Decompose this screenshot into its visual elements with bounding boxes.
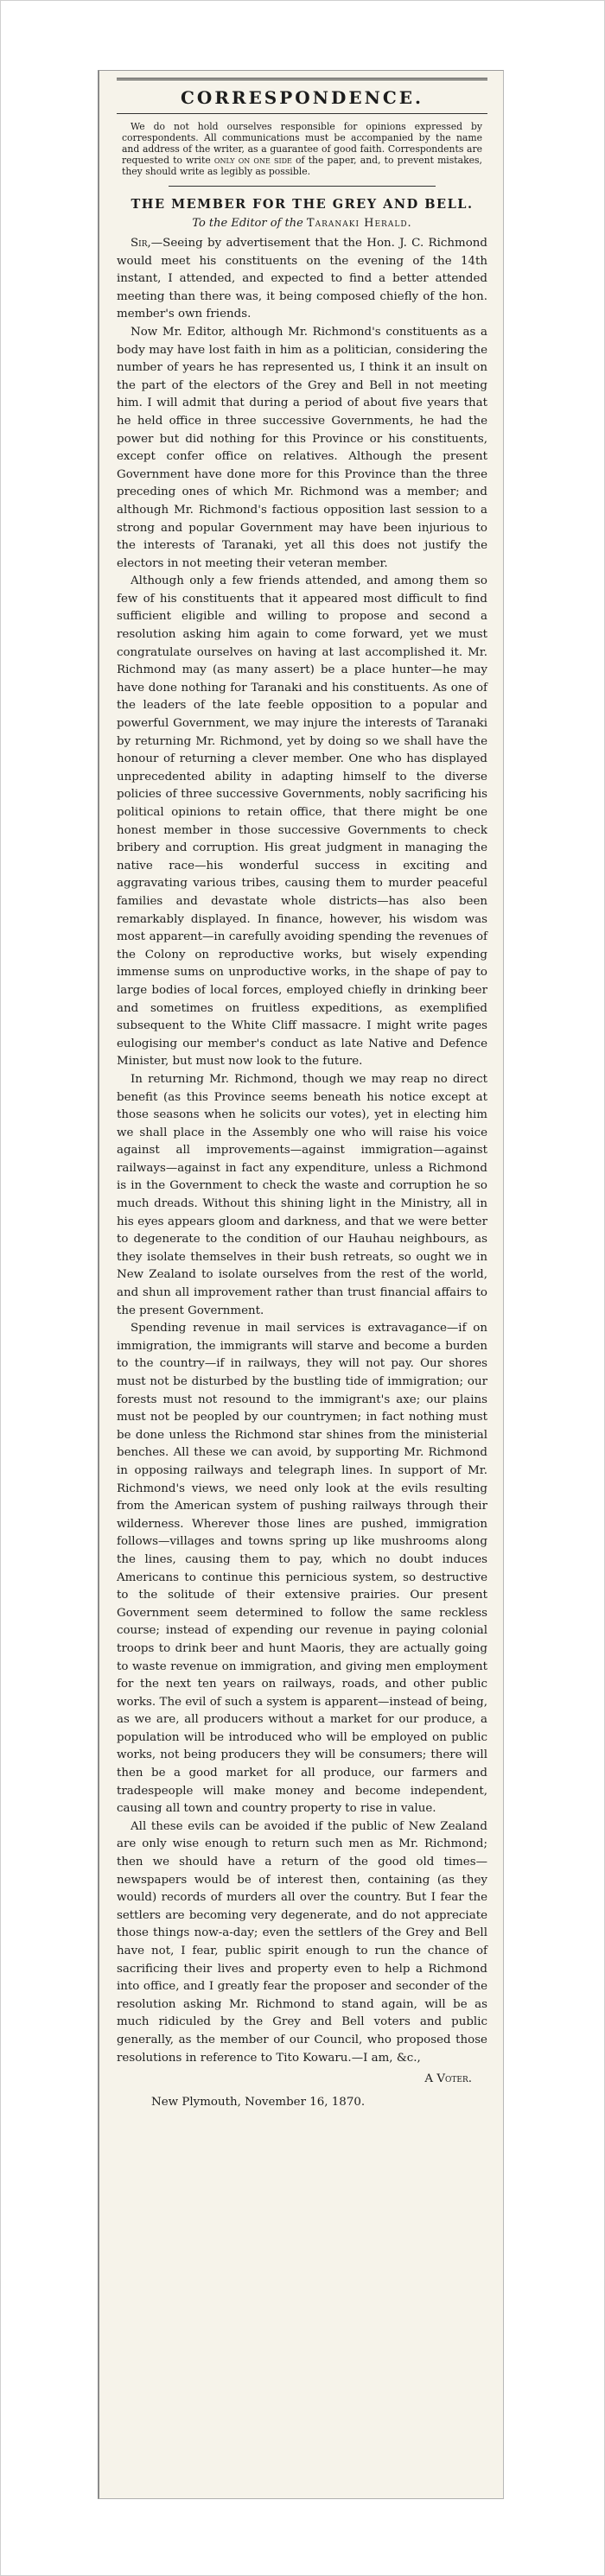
letter-paragraph-1 xyxy=(117,235,487,324)
divider-rule xyxy=(169,186,436,187)
letter-paragraph-4: In returning Mr. Richmond, though we may reap no direct benefit (as this Province seems beneath his notice except at those seasons when he solicits our votes), yet in electing him we shall place in the Assembly one who will raise his voice against all improvements—against immigration—against railways—against in fact any expenditure, unless a Richmond is in the Government to check the waste and corruption he so much dreads. Without this shining light in the Ministry, all in his eyes appears gloom and darkness, and that we were better to degenerate to the condition of our Hauhau neighbours, as they isolate themselves in their bush retreats, so ought we in New Zealand to isolate ourselves from the rest of the world, and shun all improvement rather than trust financial affairs to the present Government. xyxy=(117,1072,487,1317)
letter-paragraph-2: Now Mr. Editor, although Mr. Richmond's constituents as a body may have lost faith in him as a politician, considering the number of years he has represented us, I think it an insult on the part of the electors of the Grey and Bell in not meeting him. I will admit that during a period of about five years that he held office in three successive Governments, he had the power but did nothing for this Province or his constituents, except confer office on relatives. Although the present Government have done more for this Province than the three preceding ones of which Mr. Richmond was a member; and although Mr. Richmond's factious opposition last session to a strong and popular Government may have been injurious to the interests of Taranaki, yet all this does not justify the electors in not meeting their veteran member. xyxy=(117,325,487,570)
letter-dateline: New Plymouth, November 16, 1870. xyxy=(151,2095,366,2109)
letter-paragraph-5: Spending revenue in mail services is extravagance—if on immigration, the immigrants will starve and become a burden to the country—if in railways, they will not pay. Our shores must not be disturbed by the bustling tide of immigration; our forests must not resound to the immigrant's axe; our plains must not be peopled by our countrymen; in fact nothing must be done unless the Richmond star shines from the ministerial benches. All these we can avoid, by supporting Mr. Richmond in opposing railways and telegraph lines. In support of Mr. Richmond's views, we need only look at the evils resulting from the American system of pushing railways through their wilderness. Wherever those lines are pushed, immigration follows—villages and towns spring up like mushrooms along the lines, causing them to pay, which no doubt induces Americans to continue this pernicious system, so destructive to the solitude of their extensive prairies. Our present Government seem determined to follow the same reckless course; instead of expending our revenue in paying colonial troops to drink beer and hunt Maoris, they are actually going to waste revenue on immigration, and giving men employment for the next ten years on railways, roads, and other public works. The evil of such a system is apparent—instead of being, as we are, all producers without a market for our produce, a population will be introduced who will be employed on public works, not being producers they will be consumers; there will then be a good market for all produce, our farmers and tradespeople will make money and become independent, causing all town and country property to rise in value. xyxy=(117,1322,487,1816)
addressee-prefix: To the Editor of the xyxy=(192,217,307,230)
newspaper-clipping xyxy=(98,70,504,2499)
salutation: Sir, xyxy=(131,237,151,250)
notice-text-end: of the paper, and, to prevent mistakes, they should write as legibly as possible. xyxy=(122,155,482,177)
editorial-notice xyxy=(122,121,482,177)
notice-emphasis: only on one side xyxy=(213,155,292,166)
addressee-paper: Taranaki Herald. xyxy=(306,217,412,230)
letter-paragraph-6: All these evils can be avoided if the public of New Zealand are only wise enough to return such men as Mr. Richmond; then we should have a return of the good old times—newspapers would be of interest then, containing (as they would) records of murders all over the country. But I fear the settlers are becoming very degenerate, and do not appreciate those things now-a-day; even the settlers of the Grey and Bell have not, I fear, public spirit enough to run the chance of sacrificing their lives and property even to help a Richmond into office, and I greatly fear the proposer and seconder of the resolution asking Mr. Richmond to stand again, will be as much ridiculed by the Grey and Bell voters and public generally, as the member of our Council, who proposed those resolutions in reference to Tito Kowaru.—I am, &c., xyxy=(117,1819,487,2065)
letter-signature: A Voter. xyxy=(424,2072,472,2086)
letter-paragraph-3: Although only a few friends attended, and among them so few of his constituents that it appeared most difficult to find sufficient eligible and willing to propose and second a resolution asking him again to come forward, yet we must congratulate ourselves on having at last accomplished it. Mr. Richmond may (as many assert) be a place hunter—he may have done nothing for Taranaki and his constituents. As one of the leaders of the late feeble opposition to a popular and powerful Government, we may injure the interests of Taranaki by returning Mr. Richmond, yet by doing so we shall have the honour of returning a clever member. One who has displayed unprecedented ability in adapting himself to the diverse policies of three successive Governments, nobly sacrificing his political opinions to retain office, that there might be one honest member in those successive Governments to check bribery and corruption. His great judgment in managing the native race—his wonderful success in exciting and aggravating various tribes, causing them to murder peaceful families and devastate whole districts—has also been remarkably displayed. In finance, however, his wisdom was most apparent—in carefully avoiding spending the revenues of the Colony on reproductive works, but wisely expending immense sums on unproductive works, in the shape of pay to large bodies of local forces, employed chiefly in drinking beer and sometimes on fruitless expeditions, as exemplified subsequent to the White Cliff massacre. I might write pages eulogising our member's conduct as late Native and Defence Minister, but must now look to the future. xyxy=(117,574,487,1069)
notice-text: We do not hold ourselves responsible for opinions expressed by correspondents. All communications must be accompanied by the name and address of the writer, as a guarantee of good faith. Correspondents are requested to write xyxy=(122,121,482,166)
section-heading: CORRESPONDENCE. xyxy=(117,87,487,114)
paragraph-text: —Seeing by advertisement that the Hon. J. C. Richmond would meet his constituents on the evening of the 14th instant, I attended, and expected to find a better attended meeting than there was, it being composed chiefly of the hon. member's own friends. xyxy=(117,237,487,321)
letter-addressee xyxy=(117,217,487,230)
letter-title: THE MEMBER FOR THE GREY AND BELL. xyxy=(131,197,474,212)
top-rule xyxy=(117,78,487,80)
